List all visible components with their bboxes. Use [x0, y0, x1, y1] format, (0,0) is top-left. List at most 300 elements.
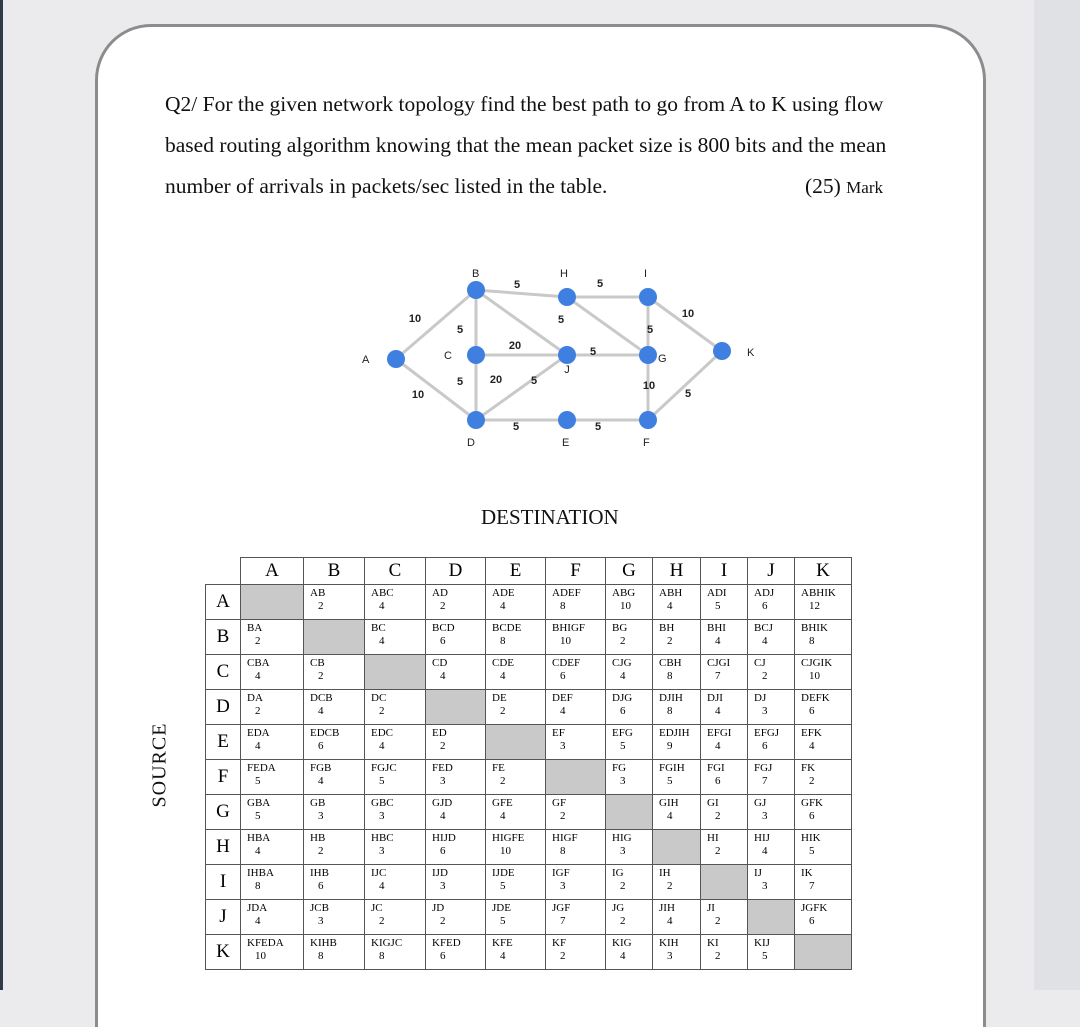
cell-weight: 8: [379, 950, 385, 962]
cell-weight: 4: [255, 670, 261, 682]
table-cell: [241, 760, 304, 795]
table-cell: [486, 760, 546, 795]
cell-weight: 7: [809, 880, 815, 892]
table-cell: [653, 585, 701, 620]
cell-weight: 2: [667, 880, 673, 892]
cell-weight: 6: [560, 670, 566, 682]
cell-path: JDE: [492, 902, 511, 914]
mark-value: (25): [804, 174, 841, 198]
table-cell: [426, 725, 486, 760]
table-cell: [748, 865, 795, 900]
cell-path: KIH: [659, 937, 679, 949]
cell-weight: 6: [762, 600, 768, 612]
cell-path: JDA: [247, 902, 268, 914]
table-cell: [304, 690, 365, 725]
table-corner: [206, 558, 241, 585]
cell-path: BCJ: [754, 622, 773, 634]
cell-weight: 2: [440, 740, 446, 752]
cell-path: CB: [310, 657, 325, 669]
table-cell: [606, 725, 653, 760]
table-cell: [546, 900, 606, 935]
cell-path: CDEF: [552, 657, 581, 669]
cell-path: IJDE: [492, 867, 515, 879]
cell-weight: 3: [762, 810, 768, 822]
node-c: [467, 346, 485, 364]
edge-DJ: [476, 355, 567, 420]
cell-path: DEF: [552, 692, 573, 704]
table-cell: [748, 900, 795, 935]
table-cell: [795, 900, 852, 935]
cell-path: CBH: [659, 657, 682, 669]
table-cell: [701, 620, 748, 655]
table-cell: [701, 585, 748, 620]
cell-weight: 5: [500, 915, 506, 927]
table-cell: [795, 585, 852, 620]
cell-weight: 4: [255, 845, 261, 857]
column-header-j: J: [748, 558, 795, 585]
node-label-d: D: [467, 437, 475, 449]
cell-path: AB: [310, 587, 326, 599]
node-d: [467, 411, 485, 429]
cell-path: IHBA: [247, 867, 274, 879]
cell-weight: 4: [620, 950, 626, 962]
node-label-e: E: [562, 437, 570, 449]
cell-weight: 4: [440, 810, 446, 822]
table-cell: [546, 935, 606, 970]
cell-path: HIJD: [432, 832, 456, 844]
routing-table: [205, 557, 852, 970]
cell-weight: 3: [560, 880, 566, 892]
cell-path: GIH: [659, 797, 679, 809]
table-cell: [653, 935, 701, 970]
cell-weight: 2: [715, 915, 721, 927]
table-cell: [748, 690, 795, 725]
cell-path: JGFK: [801, 902, 828, 914]
cell-path: JIH: [659, 902, 675, 914]
cell-weight: 3: [620, 775, 626, 787]
table-cell: [426, 690, 486, 725]
cell-weight: 3: [318, 810, 324, 822]
cell-path: CDE: [492, 657, 514, 669]
cell-weight: 4: [500, 810, 506, 822]
node-j: [558, 346, 576, 364]
node-label-c: C: [444, 350, 452, 362]
table-cell: [606, 795, 653, 830]
cell-path: ADI: [707, 587, 727, 599]
cell-weight: 4: [255, 740, 261, 752]
node-label-k: K: [747, 347, 755, 359]
edge-weight-CJ: 20: [508, 340, 522, 352]
cell-path: FGIH: [659, 762, 685, 774]
row-header-d: D: [206, 690, 241, 725]
cell-path: BC: [371, 622, 386, 634]
table-cell: [701, 725, 748, 760]
node-a: [387, 350, 405, 368]
table-cell: [795, 725, 852, 760]
table-cell: [426, 585, 486, 620]
cell-path: CJ: [754, 657, 766, 669]
cell-path: IG: [612, 867, 624, 879]
table-row: [206, 865, 852, 900]
node-f: [639, 411, 657, 429]
node-label-g: G: [658, 353, 667, 365]
cell-path: JGF: [552, 902, 571, 914]
cell-weight: 2: [379, 915, 385, 927]
question-line-1: Q2/ For the given network topology find the best path to go from A to K using flow: [165, 92, 884, 116]
cell-weight: 2: [318, 845, 324, 857]
table-cell: [795, 760, 852, 795]
table-cell: [701, 655, 748, 690]
node-g: [639, 346, 657, 364]
cell-weight: 4: [255, 915, 261, 927]
edge-BJ: [476, 290, 567, 355]
cell-path: DA: [247, 692, 263, 704]
table-cell: [426, 655, 486, 690]
cell-weight: 3: [379, 845, 385, 857]
table-cell: [748, 830, 795, 865]
cell-path: IJC: [371, 867, 387, 879]
cell-weight: 2: [255, 635, 261, 647]
cell-weight: 5: [762, 950, 768, 962]
table-cell: [365, 935, 426, 970]
table-header-row: [206, 558, 852, 585]
cell-path: FG: [612, 762, 627, 774]
table-cell: [486, 725, 546, 760]
cell-path: JC: [371, 902, 383, 914]
cell-weight: 8: [318, 950, 324, 962]
cell-path: JG: [612, 902, 625, 914]
cell-weight: 6: [440, 635, 446, 647]
cell-weight: 3: [379, 810, 385, 822]
edge-weight-HG: 5: [557, 314, 565, 326]
column-header-b: B: [304, 558, 365, 585]
cell-path: HBC: [371, 832, 394, 844]
table-cell: [748, 655, 795, 690]
cell-weight: 8: [500, 635, 506, 647]
edge-BH: [476, 290, 567, 297]
cell-weight: 6: [620, 705, 626, 717]
table-row: [206, 900, 852, 935]
cell-path: GBC: [371, 797, 394, 809]
edge-weight-BH: 5: [513, 279, 521, 291]
table-cell: [426, 760, 486, 795]
cell-path: BHIK: [801, 622, 828, 634]
network-nodes: [387, 281, 731, 429]
cell-weight: 4: [500, 950, 506, 962]
cell-path: HBA: [247, 832, 271, 844]
cell-weight: 4: [715, 705, 721, 717]
cell-path: ABH: [659, 587, 683, 599]
question-line-3: number of arrivals in packets/sec listed in the table.: [165, 174, 608, 198]
cell-path: ABC: [371, 587, 394, 599]
cell-weight: 2: [620, 635, 626, 647]
cell-path: EDA: [247, 727, 270, 739]
table-cell: [748, 760, 795, 795]
cell-path: IH: [659, 867, 671, 879]
cell-weight: 4: [667, 915, 673, 927]
cell-path: JD: [432, 902, 445, 914]
table-row: [206, 935, 852, 970]
table-cell: [653, 725, 701, 760]
table-cell: [304, 865, 365, 900]
cell-weight: 2: [560, 810, 566, 822]
cell-weight: 2: [762, 670, 768, 682]
table-cell: [653, 620, 701, 655]
cell-path: CD: [432, 657, 448, 669]
cell-path: AD: [432, 587, 448, 599]
cell-path: EDJIH: [659, 727, 690, 739]
cell-path: DJI: [707, 692, 723, 704]
cell-weight: 12: [809, 600, 820, 612]
cell-path: BA: [247, 622, 263, 634]
cell-weight: 8: [255, 880, 261, 892]
cell-weight: 2: [620, 880, 626, 892]
node-label-f: F: [643, 437, 650, 449]
cell-weight: 4: [379, 600, 385, 612]
table-row: [206, 655, 852, 690]
cell-path: BG: [612, 622, 628, 634]
table-cell: [365, 830, 426, 865]
cell-path: ABHIK: [801, 587, 836, 599]
table-cell: [365, 655, 426, 690]
cell-path: GFK: [801, 797, 824, 809]
table-cell: [795, 795, 852, 830]
cell-weight: 8: [667, 705, 673, 717]
cell-path: KFEDA: [247, 937, 284, 949]
edge-HG: [567, 297, 648, 355]
table-cell: [701, 795, 748, 830]
cell-weight: 4: [667, 600, 673, 612]
cell-path: EFK: [801, 727, 822, 739]
edge-AD: [396, 359, 476, 420]
table-cell: [795, 865, 852, 900]
table-cell: [606, 900, 653, 935]
row-header-c: C: [206, 655, 241, 690]
table-cell: [546, 620, 606, 655]
cell-path: KFE: [492, 937, 513, 949]
cell-weight: 3: [762, 880, 768, 892]
cell-weight: 5: [255, 810, 261, 822]
table-cell: [546, 830, 606, 865]
row-header-b: B: [206, 620, 241, 655]
cell-weight: 3: [440, 880, 446, 892]
cell-weight: 2: [667, 635, 673, 647]
cell-path: DEFK: [801, 692, 830, 704]
cell-weight: 2: [500, 775, 506, 787]
cell-weight: 4: [762, 845, 768, 857]
table-cell: [701, 830, 748, 865]
row-header-i: I: [206, 865, 241, 900]
table-row: [206, 725, 852, 760]
row-header-f: F: [206, 760, 241, 795]
edge-weight-JG: 5: [589, 346, 597, 358]
cell-path: KFED: [432, 937, 461, 949]
node-b: [467, 281, 485, 299]
cell-path: HIG: [612, 832, 632, 844]
table-cell: [701, 760, 748, 795]
cell-weight: 4: [500, 670, 506, 682]
cell-weight: 2: [440, 600, 446, 612]
cell-path: EF: [552, 727, 565, 739]
table-cell: [365, 690, 426, 725]
cell-path: ADE: [492, 587, 515, 599]
edge-weight-FK: 5: [684, 388, 692, 400]
node-k: [713, 342, 731, 360]
cell-path: FK: [801, 762, 816, 774]
cell-weight: 3: [318, 915, 324, 927]
cell-path: HI: [707, 832, 719, 844]
cell-path: HB: [310, 832, 326, 844]
table-cell: [304, 795, 365, 830]
column-header-d: D: [426, 558, 486, 585]
cell-path: EFGJ: [754, 727, 780, 739]
cell-weight: 4: [667, 810, 673, 822]
edge-weight-EF: 5: [594, 421, 602, 433]
table-row: [206, 690, 852, 725]
table-cell: [241, 900, 304, 935]
cell-path: GFE: [492, 797, 513, 809]
row-header-e: E: [206, 725, 241, 760]
cell-path: GBA: [247, 797, 271, 809]
table-cell: [365, 900, 426, 935]
table-cell: [606, 760, 653, 795]
table-cell: [546, 865, 606, 900]
table-cell: [426, 865, 486, 900]
cell-path: FGB: [310, 762, 332, 774]
cell-weight: 2: [318, 670, 324, 682]
table-cell: [606, 585, 653, 620]
cell-weight: 4: [762, 635, 768, 647]
cell-weight: 8: [809, 635, 815, 647]
cell-path: KF: [552, 937, 567, 949]
table-cell: [653, 900, 701, 935]
table-cell: [241, 655, 304, 690]
cell-path: DCB: [310, 692, 333, 704]
cell-path: IHB: [310, 867, 329, 879]
cell-weight: 4: [809, 740, 815, 752]
cell-path: FE: [492, 762, 505, 774]
cell-weight: 6: [318, 740, 324, 752]
question-line-2: based routing algorithm knowing that the mean packet size is 800 bits and the mean: [165, 133, 887, 157]
cell-path: KIJ: [754, 937, 770, 949]
cell-path: CBA: [247, 657, 270, 669]
cell-weight: 6: [762, 740, 768, 752]
row-header-j: J: [206, 900, 241, 935]
table-cell: [546, 795, 606, 830]
cell-path: DJG: [612, 692, 633, 704]
table-cell: [241, 935, 304, 970]
cell-weight: 4: [318, 705, 324, 717]
cell-path: GF: [552, 797, 567, 809]
cell-path: FED: [432, 762, 453, 774]
table-cell: [304, 655, 365, 690]
cell-weight: 2: [318, 600, 324, 612]
cell-weight: 4: [440, 670, 446, 682]
node-label-h: H: [560, 268, 568, 280]
edge-IK: [648, 297, 722, 351]
cell-weight: 8: [560, 845, 566, 857]
table-cell: [304, 935, 365, 970]
table-cell: [486, 865, 546, 900]
cell-weight: 3: [620, 845, 626, 857]
table-row: [206, 760, 852, 795]
cell-weight: 2: [255, 705, 261, 717]
node-label-a: A: [362, 354, 370, 366]
table-cell: [241, 830, 304, 865]
cell-weight: 4: [715, 635, 721, 647]
row-header-g: G: [206, 795, 241, 830]
table-cell: [241, 795, 304, 830]
cell-path: EFG: [612, 727, 633, 739]
cell-weight: 3: [667, 950, 673, 962]
cell-path: GJD: [432, 797, 453, 809]
cell-weight: 2: [620, 915, 626, 927]
edge-weight-AB: 10: [408, 313, 422, 325]
cell-weight: 2: [715, 845, 721, 857]
cell-weight: 6: [440, 845, 446, 857]
cell-path: KIG: [612, 937, 632, 949]
table-row: [206, 620, 852, 655]
table-cell: [653, 690, 701, 725]
cell-path: CJGI: [707, 657, 731, 669]
table-cell: [304, 830, 365, 865]
table-cell: [795, 655, 852, 690]
table-cell: [748, 620, 795, 655]
table-cell: [653, 795, 701, 830]
table-row: [206, 830, 852, 865]
cell-weight: 6: [318, 880, 324, 892]
cell-path: IK: [801, 867, 813, 879]
cell-path: DJ: [754, 692, 767, 704]
table-cell: [653, 830, 701, 865]
table-cell: [748, 585, 795, 620]
table-cell: [653, 655, 701, 690]
cell-path: BH: [659, 622, 675, 634]
cell-path: FGI: [707, 762, 725, 774]
cell-weight: 3: [560, 740, 566, 752]
cell-path: ABG: [612, 587, 636, 599]
mark-unit: Mark: [846, 178, 883, 197]
node-e: [558, 411, 576, 429]
edge-weight-BC: 5: [456, 324, 464, 336]
cell-path: BHIGF: [552, 622, 586, 634]
table-cell: [241, 585, 304, 620]
cell-weight: 2: [379, 705, 385, 717]
cell-path: DJIH: [659, 692, 683, 704]
cell-weight: 4: [379, 635, 385, 647]
cell-path: HIJ: [754, 832, 770, 844]
table-cell: [546, 760, 606, 795]
edge-weight-BJ: 5: [530, 375, 538, 387]
node-label-i: I: [644, 268, 648, 280]
table-cell: [304, 585, 365, 620]
cell-weight: 7: [762, 775, 768, 787]
cell-weight: 2: [560, 950, 566, 962]
table-cell: [606, 655, 653, 690]
table-cell: [653, 760, 701, 795]
table-cell: [795, 935, 852, 970]
table-cell: [486, 690, 546, 725]
cell-path: BCDE: [492, 622, 522, 634]
node-h: [558, 288, 576, 306]
table-cell: [795, 690, 852, 725]
cell-weight: 4: [560, 705, 566, 717]
table-cell: [606, 865, 653, 900]
cell-weight: 6: [440, 950, 446, 962]
cell-weight: 4: [620, 670, 626, 682]
cell-weight: 4: [318, 775, 324, 787]
cell-weight: 3: [440, 775, 446, 787]
